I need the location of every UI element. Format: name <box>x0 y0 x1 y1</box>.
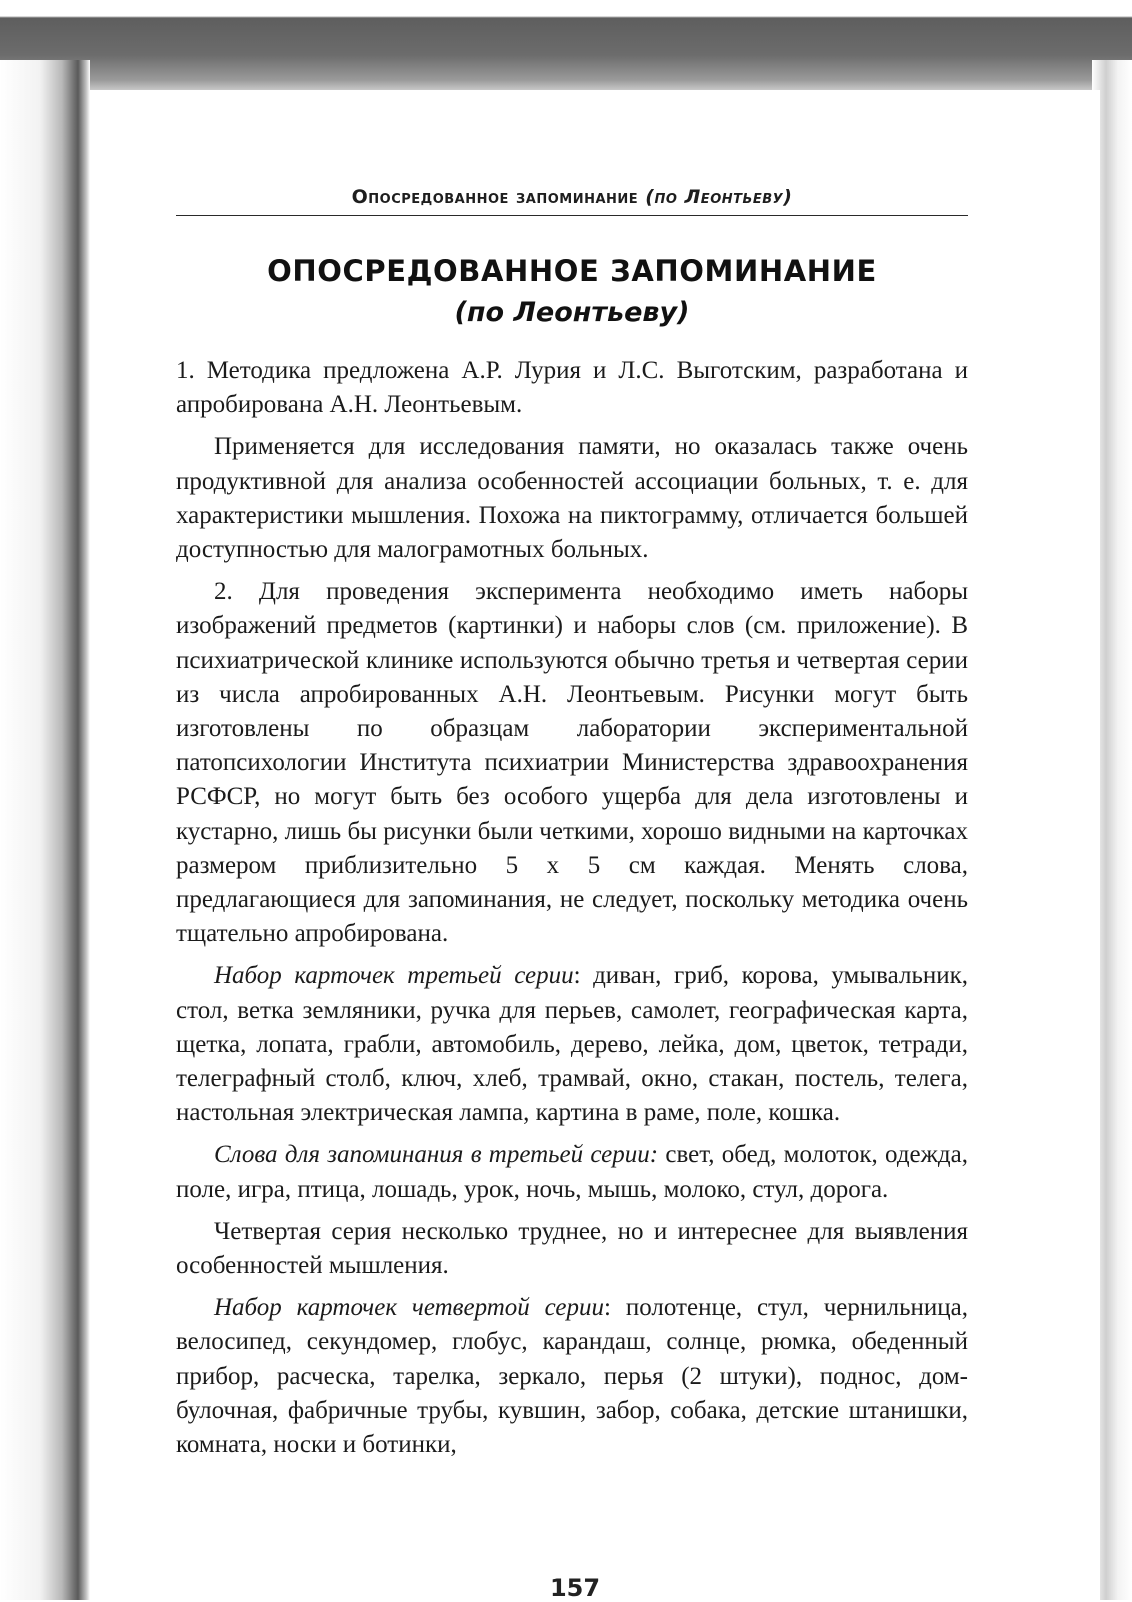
page-number: 157 <box>549 1574 601 1602</box>
paragraph-lead: Слова для запоминания в третьей серии: <box>214 1141 659 1169</box>
paragraph-1 <box>176 354 968 422</box>
paragraph-text: : диван, гриб, корова, умывальник, стол, ветка земляники, ручка для перьев, самолет, географическая карта, щетка, лопата, грабли, автомобиль, дерево, лейка, дом, цветок, тетради, телеграфный столб, ключ, хлеб, трамвай, окно, стакан, постель, телега, настольная электрическая лампа, картина в раме, поле, кошка. <box>176 962 968 1127</box>
chapter-subtitle: (по Леонтьеву) <box>454 297 690 328</box>
chapter-title: ОПОСРЕДОВАННОЕ ЗАПОМИНАНИЕ <box>267 254 877 288</box>
paragraph-text: свет, обед, молоток, одежда, поле, игра, птица, лошадь, урок, ночь, мышь, молоко, стул, дорога. <box>176 1141 968 1203</box>
running-header-italic: (по Леонтьеву) <box>645 186 793 208</box>
paragraph-5 <box>176 1138 968 1206</box>
paragraph-text: : полотенце, стул, чернильница, велосипед, секундомер, глобус, карандаш, солнце, рюмка, обеденный прибор, расческа, тарелка, зеркало, перья (2 штуки), поднос, дом-булочная, фабричные трубы, кувшин, забор, собака, детские штанишки, комната, носки и ботинки, <box>176 1294 969 1459</box>
header-divider <box>176 215 968 216</box>
paragraph-7 <box>176 1291 968 1462</box>
paragraph-6 <box>176 1215 968 1283</box>
paragraph-4 <box>176 959 968 1130</box>
running-header-main: Опосредованное запоминание <box>351 186 639 208</box>
paragraph-3 <box>176 575 968 951</box>
body-text <box>176 354 968 1470</box>
paragraph-text: 1. Методика предложена А.Р. Лурия и Л.С. Выготским, разработана и апробирована А.Н. Леонтьевым. <box>176 357 968 419</box>
scan-spine-shadow <box>0 60 90 1600</box>
scan-top-shadow <box>0 0 1132 100</box>
paragraph-lead: Набор карточек четвертой серии <box>214 1294 605 1322</box>
paragraph-text: 2. Для проведения эксперимента необходимо иметь наборы изображений предметов (картинки) и наборы слов (см. приложение). В психиатрической клинике используются обычно третья и четвертая серии из числа апробированных А.Н. Леонтьевым. Рисунки могут быть изготовлены по образцам лаборатории экспериментальной патопсихологии Института психиатрии Министерства здравоохранения РСФСР, но могут быть без особого ущерба для дела изготовлены и кустарно, лишь бы рисунки были четкими, хорошо видными на карточках размером приблизительно 5 х 5 см каждая. Менять слова, предлагающиеся для запоминания, не следует, поскольку методика очень тщательно апробирована. <box>176 578 968 948</box>
paragraph-text: Применяется для исследования памяти, но оказалась также очень продуктивной для анализа особенностей ассоциации больных, т. е. для характеристики мышления. Похожа на пиктограмму, отличается большей доступностью для малограмотных больных. <box>176 433 968 564</box>
paragraph-text: Четвертая серия несколько труднее, но и интереснее для выявления особенностей мышления. <box>176 1217 968 1280</box>
paragraph-2 <box>176 430 968 567</box>
running-header <box>176 186 968 208</box>
paragraph-lead: Набор карточек третьей серии <box>214 962 574 990</box>
